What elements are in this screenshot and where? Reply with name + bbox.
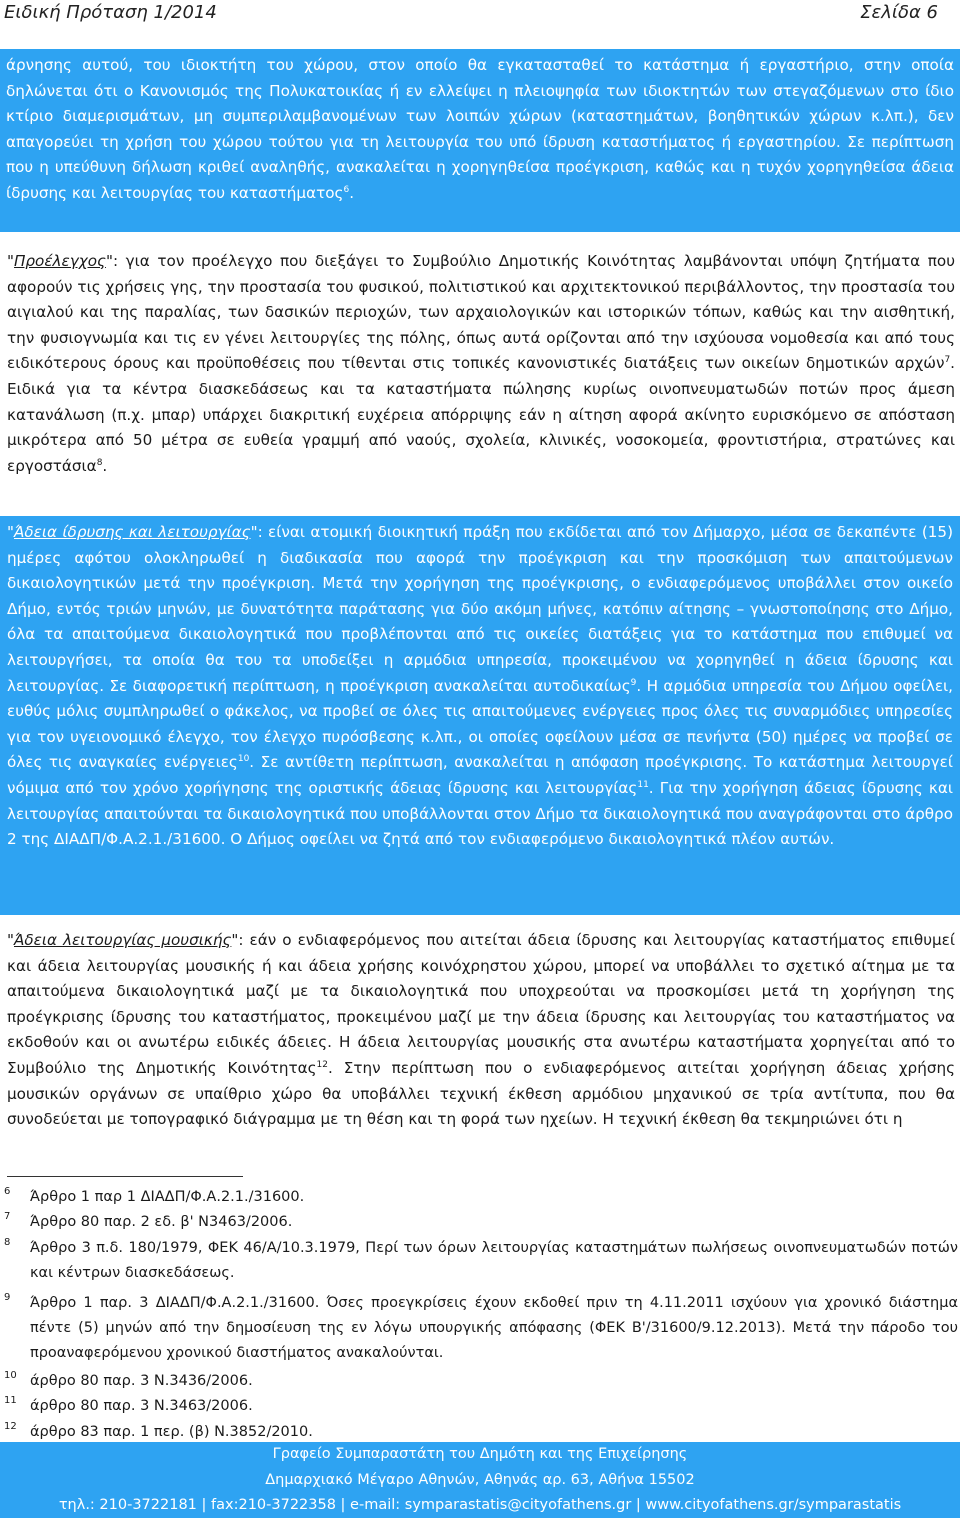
footnote-ref-7[interactable]: 7	[944, 355, 951, 366]
document-title: Ειδική Πρόταση 1/2014	[4, 2, 217, 23]
page-header	[0, 0, 960, 28]
intro-highlight-block	[0, 49, 960, 232]
footnote-separator	[7, 1176, 243, 1177]
footnote-ref-6[interactable]: 6	[343, 184, 350, 195]
footnote-ref-12[interactable]: 12	[316, 1059, 328, 1070]
license-label: Άδεια ίδρυσης και λειτουργίας	[14, 523, 251, 541]
preliminary-check-label: Προέλεγχος	[14, 252, 106, 270]
footnote-ref-10[interactable]: 10	[237, 754, 250, 765]
footer-contact[interactable]: τηλ.: 210-3722181 | fax:210-3722358 | e-mail: symparastatis@cityofathens.gr | www.cityofathens.gr/symparastatis	[58, 1497, 902, 1513]
license-paragraph: "Άδεια ίδρυσης και λειτουργίας": είναι ατομική διοικητική πράξη που εκδίδεται από τον Δήμαρχο, μέσα σε δεκαπέντε (15) ημέρες αφότου ολοκληρωθεί η διαδικασία που αφορά την προέγκριση και την προσκόμιση των απαιτούμενων δικαιολογητικών μετά την προέγκριση. Μετά την χορήγηση της προέγκρισης, ο ενδιαφερόμενος υποβάλλει στον οικείο Δήμο, εντός τριών μηνών, με δυνατότητα παράτασης για δύο ακόμη μήνες, κατόπιν αίτησης – γνωστοποίησης στο Δήμο, όλα τα απαιτούμενα δικαιολογητικά που προβλέπονται από τις οικείες διατάξεις για το κατάστημα που επιθυμεί να λειτουργήσει, τα οποία θα του τα υποδείξει η αρμόδια υπηρεσία, προκειμένου να χορηγηθεί η άδεια ίδρυσης και λειτουργίας. Σε διαφορετική περίπτωση, η προέγκριση ανακαλείται αυτοδικαίως$^9$. Η αρμόδια υπηρεσία του Δήμου οφείλει, ευθύς μόλις συμπληρωθεί ο φάκελος, να προβεί σε όλες τις απαιτούμενες ενέργειες προς όλες τις συναρμόδιες υπηρεσίες για τον υγειονομικό έλεγχο, τον έλεγχο πυρόσβεσης κ.λπ., οι οποίες οφείλουν μέσα σε πενήντα (50) ημέρες να προβεί σε όλες τις αναγκαίες ενέργειες$^{10}$. Σε αντίθετη περίπτωση, ανακαλείται η απόφαση προέγκρισης. Το κατάστημα λειτουργεί νόμιμα από τον χρόνο χορήγησης της οριστικής άδειας ίδρυσης και λειτουργίας$^{11}$. Για την χορήγηση άδειας ίδρυσης και λειτουργίας απαιτούνται τα δικαιολογητικά που υποβάλλονται στον Δήμο τα δικαιολογητικά που αναγράφονται στο άρθρο 2 της ΔΙΑΔΠ/Φ.Α.2.1./31600. Ο Δήμος οφείλει να ζητά από τον ενδιαφερόμενο δικαιολογητικά πλέον αυτών.	[7, 523, 954, 849]
preliminary-check-paragraph: "Προέλεγχος": για τον προέλεγχο που διεξάγει το Συμβούλιο Δημοτικής Κοινότητας λαμβάνονται υπόψη ζητήματα που αφορούν τις χρήσεις γης, την προστασία του φυσικού, πολιτιστικού και αρχιτεκτονικού περιβάλλοντος, την προστασία του αιγιαλού και της παραλίας, των δασικών περιοχών, των αρχαιολογικών και ιστορικών τόπων, καθώς και την αισθητική, την φυσιογνωμία και τις εν γένει λειτουργίες της πόλης, όπως αυτά ορίζονται από την ισχύουσα νομοθεσία και από τους ειδικότερους όρους και προϋποθέσεις που τίθενται στις τοπικές κανονιστικές διατάξεις των οικείων δημοτικών αρχών$^7$. Ειδικά για τα κέντρα διασκεδάσεως και τα καταστήματα πώλησης κυρίως οινοπνευματωδών ποτών προς άμεση κατανάλωση (π.χ. μπαρ) υπάρχει διακριτική ευχέρεια απόρριψης εάν η αίτηση αφορά ακίνητο ευρισκόμενο σε απόσταση μικρότερα από 50 μέτρα σε ευθεία γραμμή από ναούς, σχολεία, κλινικές, νοσοκομεία, φροντιστήρια, στρατώνες και εργοστάσια$^8$.	[7, 252, 955, 475]
music-license-paragraph: "Άδεια λειτουργίας μουσικής": εάν ο ενδιαφερόμενος που αιτείται άδεια ίδρυσης και λειτουργίας καταστήματος επιθυμεί και άδεια λειτουργίας μουσικής ή και άδεια χρήσης κοινόχρηστου χώρου, μπορεί να υποβάλλει το σχετικό αίτημα με τα απαιτούμενα δικαιολογητικά μαζί με τα δικαιολογητικά που υποχρεούται να προσκομίσει μετά τη χορήγηση της προέγκρισης ίδρυσης του καταστήματος, προκειμένου μαζί με την άδεια ίδρυσης και λειτουργίας του καταστήματος να εκδοθούν και οι ανωτέρω ειδικές άδειες. Η άδεια λειτουργίας μουσικής στα ανωτέρω καταστήματα χορηγείται από το Συμβούλιο της Δημοτικής Κοινότητας$^{12}$. Στην περίπτωση που ο ενδιαφερόμενος αιτείται χορήγηση άδειας χρήσης μουσικών οργάνων σε υπαίθριο χώρο θα υποβάλλει τεχνική έκθεση αρμόδιου μηχανικού σε τρία αντίτυπα, που θα συνοδεύεται με τοπογραφικό διάγραμμα με τη θέση και τη φορά των ηχείων. Η τεχνική έκθεση θα τεκμηριώνει ότι η	[7, 931, 955, 1129]
footnote-ref-9[interactable]: 9	[630, 677, 637, 688]
intro-paragraph: άρνησης αυτού, του ιδιοκτήτη του χώρου, στον οποίο θα εγκατασταθεί το κατάστημα ή εργαστήριο, στην οποία δηλώνεται ότι ο Κανονισμός της Πολυκατοικίας ή εν ελλείψει η πλειοψηφία των ιδιοκτητών των στεγαζόμενων στο ίδιο κτίριο διαμερισμάτων, μη συμπεριλαμβανομένων των λοιπών χώρων (καταστημάτων, βοηθητικών χώρων κ.λπ.), δεν απαγορεύει τη χρήση του χώρου τούτου για τη λειτουργία του υπό ίδρυση καταστήματος ή εργαστηρίου. Σε περίπτωση που η υπεύθυνη δήλωση κριθεί αναληθής, ανακαλείται η χορηγηθείσα προέγκριση, καθώς και η τυχόν χορηγηθείσα άδεια ίδρυσης και λειτουργίας του καταστήματος$^6$.	[6, 56, 954, 202]
license-highlight-block	[0, 516, 960, 915]
footnote-ref-11[interactable]: 11	[637, 779, 649, 790]
page-number: Σελίδα 6	[860, 2, 938, 23]
page-footer	[0, 1442, 960, 1518]
footnote-ref-8[interactable]: 8	[96, 457, 103, 468]
footer-office-name: Γραφείο Συμπαραστάτη του Δημότη και της Επιχείρησης	[272, 1446, 688, 1462]
music-license-label: Άδεια λειτουργίας μουσικής	[14, 931, 232, 949]
footer-address: Δημαρχιακό Μέγαρο Αθηνών, Αθηνάς αρ. 63, Αθήνα 15502	[265, 1472, 695, 1488]
